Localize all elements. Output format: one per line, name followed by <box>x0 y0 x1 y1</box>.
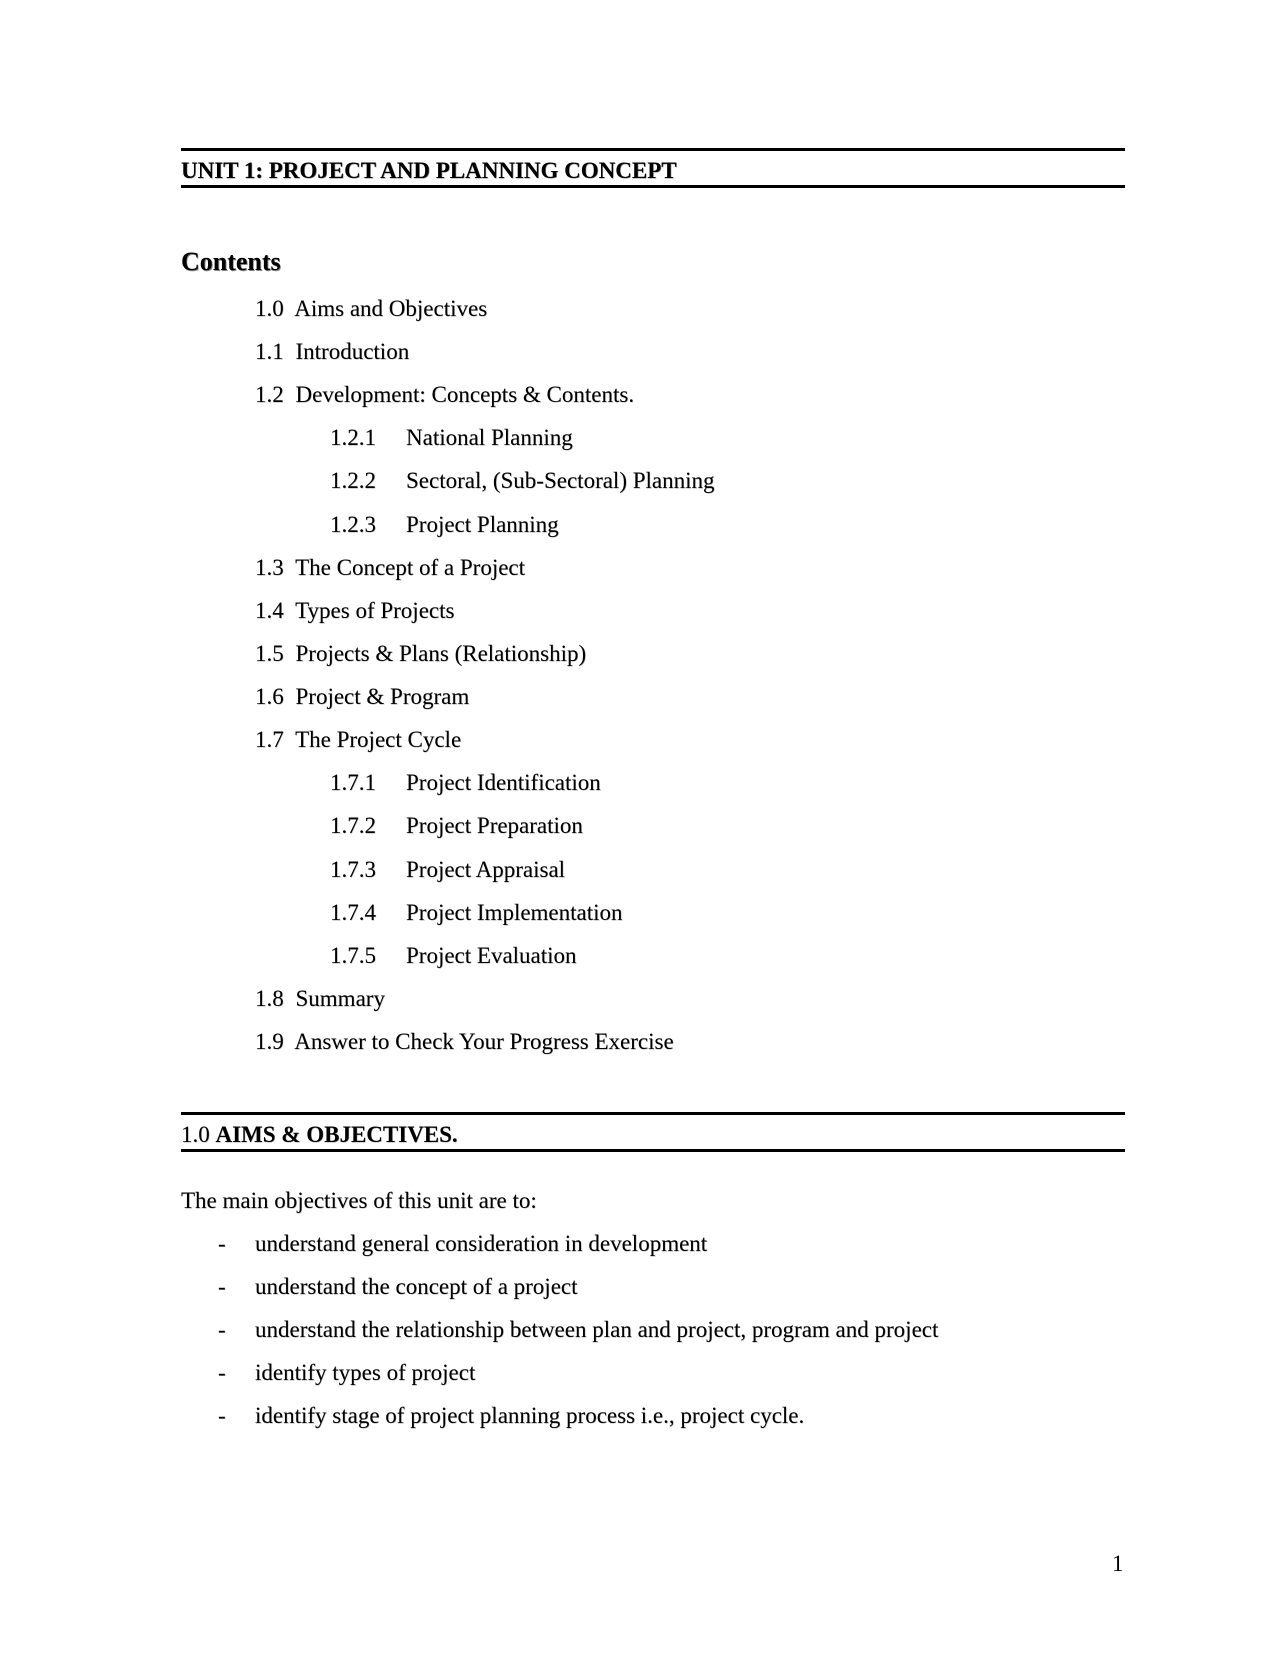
toc-number: 1.7.2 <box>330 813 376 838</box>
toc-text: Project Evaluation <box>406 943 577 968</box>
toc-text: Sectoral, (Sub-Sectoral) Planning <box>406 468 715 493</box>
toc-item <box>255 597 454 625</box>
toc-item <box>255 338 409 366</box>
toc-number: 1.7.5 <box>330 943 376 968</box>
toc-text: Project Identification <box>406 770 601 795</box>
objective-text: understand general consideration in development <box>255 1231 708 1256</box>
toc-text: National Planning <box>406 425 573 450</box>
toc-number: 1.6 <box>255 684 284 709</box>
toc-number: 1.3 <box>255 555 284 580</box>
toc-number: 1.7.3 <box>330 857 376 882</box>
bullet-dash: - <box>218 1403 226 1428</box>
toc-number: 1.2 <box>255 382 284 407</box>
toc-item <box>255 1028 674 1056</box>
toc-number: 1.2.2 <box>330 468 376 493</box>
section-title: AIMS & OBJECTIVES. <box>215 1122 458 1147</box>
toc-number: 1.5 <box>255 641 284 666</box>
bullet-dash: - <box>218 1360 226 1385</box>
toc-subitem <box>330 769 601 797</box>
top-rule <box>181 148 1125 151</box>
toc-number: 1.7 <box>255 727 284 752</box>
toc-subitem <box>330 812 583 840</box>
objective-text: understand the concept of a project <box>255 1274 578 1299</box>
toc-number: 1.4 <box>255 598 284 623</box>
title-underline-rule <box>181 185 1125 188</box>
toc-text: Project Planning <box>406 512 559 537</box>
toc-number: 1.1 <box>255 339 284 364</box>
toc-subitem <box>330 467 715 495</box>
page-number: 1 <box>1112 1551 1124 1576</box>
objective-text: identify stage of project planning process i.e., project cycle. <box>255 1403 805 1428</box>
objectives-intro: The main objectives of this unit are to: <box>181 1188 537 1213</box>
toc-text: The Concept of a Project <box>295 555 526 580</box>
toc-number: 1.7.4 <box>330 900 376 925</box>
section-top-rule <box>181 1112 1125 1115</box>
toc-subitem <box>330 511 559 539</box>
toc-number: 1.8 <box>255 986 284 1011</box>
unit-title: UNIT 1: PROJECT AND PLANNING CONCEPT <box>181 158 677 183</box>
toc-item <box>255 295 487 323</box>
toc-number: 1.7.1 <box>330 770 376 795</box>
objective-text: understand the relationship between plan and project, program and project <box>255 1317 939 1342</box>
toc-number: 1.0 <box>255 296 284 321</box>
toc-number: 1.9 <box>255 1029 284 1054</box>
toc-item <box>255 985 385 1013</box>
toc-number: 1.2.1 <box>330 425 376 450</box>
contents-heading: Contents <box>181 247 281 276</box>
toc-item <box>255 381 634 409</box>
bullet-dash: - <box>218 1317 226 1342</box>
toc-text: Project Preparation <box>406 813 583 838</box>
section-heading <box>181 1121 458 1149</box>
toc-text: Development: Concepts & Contents. <box>295 382 635 407</box>
toc-subitem <box>330 856 565 884</box>
section-number: 1.0 <box>181 1122 210 1147</box>
objective-text: identify types of project <box>255 1360 476 1385</box>
toc-text: Projects & Plans (Relationship) <box>295 641 587 666</box>
toc-item <box>255 683 469 711</box>
toc-text: Aims and Objectives <box>294 296 488 321</box>
toc-number: 1.2.3 <box>330 512 376 537</box>
toc-item <box>255 640 586 668</box>
toc-text: Summary <box>295 986 385 1011</box>
toc-item <box>255 554 525 582</box>
toc-subitem <box>330 424 573 452</box>
toc-text: The Project Cycle <box>295 727 462 752</box>
toc-text: Introduction <box>295 339 410 364</box>
toc-subitem <box>330 942 577 970</box>
toc-text: Project & Program <box>295 684 470 709</box>
toc-subitem <box>330 899 623 927</box>
toc-item <box>255 726 461 754</box>
toc-text: Answer to Check Your Progress Exercise <box>294 1029 674 1054</box>
section-underline-rule <box>181 1149 1125 1152</box>
bullet-dash: - <box>218 1231 226 1256</box>
toc-text: Types of Projects <box>295 598 455 623</box>
bullet-dash: - <box>218 1274 226 1299</box>
toc-text: Project Implementation <box>406 900 623 925</box>
toc-text: Project Appraisal <box>406 857 566 882</box>
